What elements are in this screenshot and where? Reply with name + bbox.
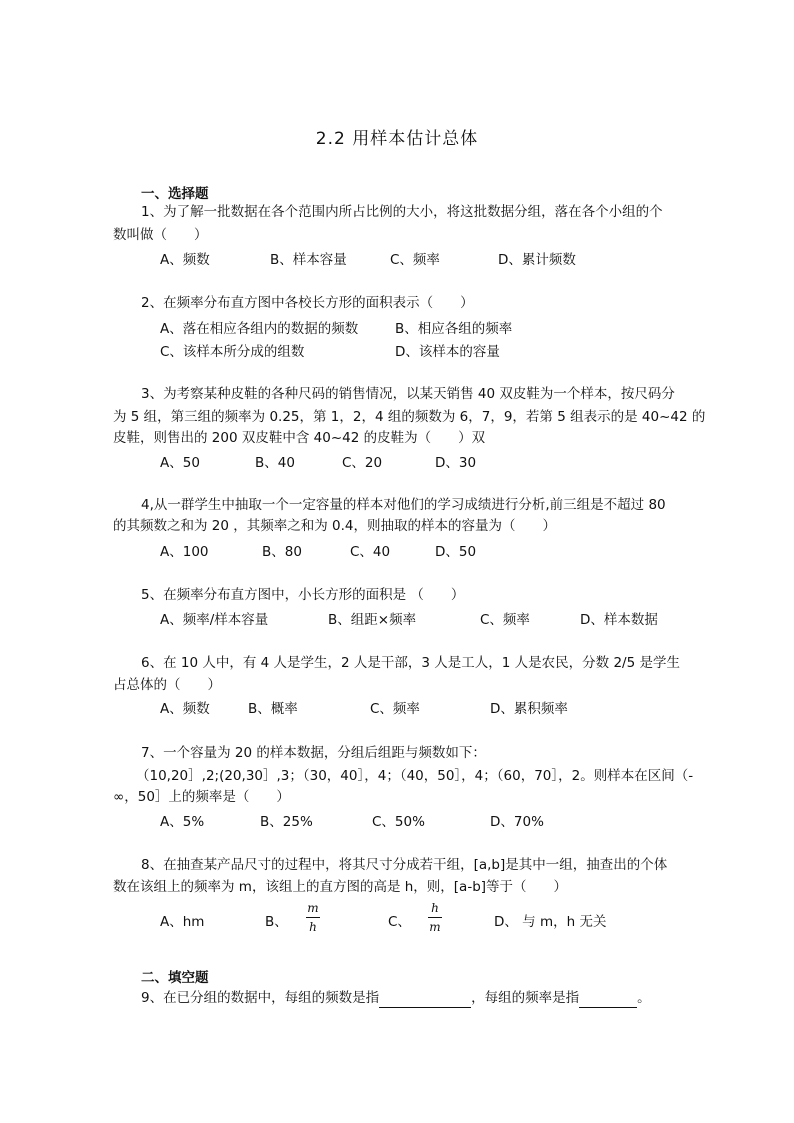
question-9-text-2: ，每组的频率是指	[471, 990, 580, 1006]
question-9-line	[141, 988, 651, 1008]
fraction-denominator: h	[309, 920, 317, 934]
question-2-option-b: B、相应各组的频率	[395, 321, 513, 337]
section-heading-fill-blank: 二、填空题	[141, 970, 209, 986]
question-8-option-c: C、	[388, 914, 411, 930]
question-1-option-c: C、频率	[390, 252, 440, 268]
question-5-option-a: A、频率/样本容量	[160, 612, 269, 628]
question-1-line-2: 数叫做（ ）	[113, 227, 208, 243]
question-6-line-1: 6、在 10 人中，有 4 人是学生，2 人是干部，3 人是工人，1 人是农民，分数 2/5 是学生	[141, 655, 680, 671]
question-5-line-1: 5、在频率分布直方图中，小长方形的面积是 （ ）	[141, 587, 465, 603]
question-4-line-2: 的其频数之和为 20 ，其频率之和为 0.4，则抽取的样本的容量为（ ）	[113, 518, 557, 534]
question-7-option-a: A、5%	[160, 814, 205, 830]
question-7-option-d: D、70%	[490, 814, 544, 830]
question-7-line-1: 7、一个容量为 20 的样本数据，分组后组距与频数如下：	[141, 745, 486, 761]
fraction-numerator: h	[431, 901, 439, 915]
section-heading-choice: 一、选择题	[141, 186, 209, 202]
question-6-option-b: B、概率	[248, 701, 298, 717]
question-6-option-c: C、频率	[370, 701, 420, 717]
question-8-line-1: 8、在抽查某产品尺寸的过程中，将其尺寸分成若干组，[a,b]是其中一组，抽查出的个体	[141, 857, 668, 873]
answer-blank-2[interactable]	[579, 992, 637, 1008]
fraction-denominator: m	[429, 920, 441, 934]
question-6-line-2: 占总体的（ ）	[113, 677, 221, 693]
question-3-option-b: B、40	[255, 455, 295, 471]
fraction-bar	[428, 917, 442, 918]
question-5-option-c: C、频率	[480, 612, 530, 628]
question-3-option-a: A、50	[160, 455, 200, 471]
question-6-option-a: A、频数	[160, 701, 210, 717]
question-1-option-b: B、样本容量	[270, 252, 347, 268]
question-9-text-3: 。	[637, 990, 651, 1006]
question-7-line-2: （10,20］,2;(20,30］,3；（30，40］，4；（40，50］，4；（60，70］，2。则样本在区间（-	[136, 768, 694, 784]
question-4-option-a: A、100	[160, 544, 209, 560]
answer-blank-1[interactable]	[379, 992, 471, 1008]
question-5-option-d: D、样本数据	[580, 612, 658, 628]
question-7-option-b: B、25%	[260, 814, 313, 830]
fraction-h-over-m	[428, 901, 442, 934]
question-4-option-b: B、80	[262, 544, 302, 560]
question-1-line-1: 1、为了解一批数据在各个范围内所占比例的大小，将这批数据分组，落在各个小组的个	[141, 204, 663, 220]
question-7-line-3: ∞，50］上的频率是（ ）	[113, 789, 290, 805]
question-3-option-c: C、20	[342, 455, 383, 471]
question-3-line-3: 皮鞋，则售出的 200 双皮鞋中含 40~42 的皮鞋为（ ）双	[113, 430, 486, 446]
question-2-option-a: A、落在相应各组内的数据的频数	[160, 321, 359, 337]
question-4-option-d: D、50	[435, 544, 477, 560]
question-5-option-b: B、组距×频率	[328, 612, 417, 628]
question-3-option-d: D、30	[435, 455, 477, 471]
question-4-option-c: C、40	[350, 544, 391, 560]
question-8-option-b: B、	[265, 914, 288, 930]
question-2-line-1: 2、在频率分布直方图中各校长方形的面积表示（ ）	[141, 295, 474, 311]
fraction-bar	[306, 917, 320, 918]
page-title: 2.2 用样本估计总体	[315, 129, 479, 149]
question-4-line-1: 4,从一群学生中抽取一个一定容量的样本对他们的学习成绩进行分析,前三组是不超过 80	[141, 497, 666, 513]
question-8-line-2: 数在该组上的频率为 m，该组上的直方图的高是 h，则，[a-b]等于（ ）	[113, 879, 568, 895]
question-8-option-a: A、hm	[160, 914, 205, 930]
fraction-numerator: m	[307, 901, 319, 915]
question-2-option-c: C、该样本所分成的组数	[160, 344, 305, 360]
question-1-option-d: D、累计频数	[498, 252, 576, 268]
question-1-option-a: A、频数	[160, 252, 210, 268]
question-3-line-1: 3、为考察某种皮鞋的各种尺码的销售情况，以某天销售 40 双皮鞋为一个样本，按尺码分	[141, 386, 675, 402]
question-6-option-d: D、累积频率	[490, 701, 568, 717]
question-8-option-d: D、 与 m，h 无关	[494, 914, 607, 930]
question-9-text-1: 9、在已分组的数据中，每组的频数是指	[141, 990, 380, 1006]
fraction-m-over-h	[306, 901, 320, 934]
question-2-option-d: D、该样本的容量	[395, 344, 500, 360]
question-7-option-c: C、50%	[372, 814, 425, 830]
question-3-line-2: 为 5 组，第三组的频率为 0.25，第 1，2，4 组的频数为 6，7，9，若第 5 组表示的是 40~42 的	[113, 409, 706, 425]
